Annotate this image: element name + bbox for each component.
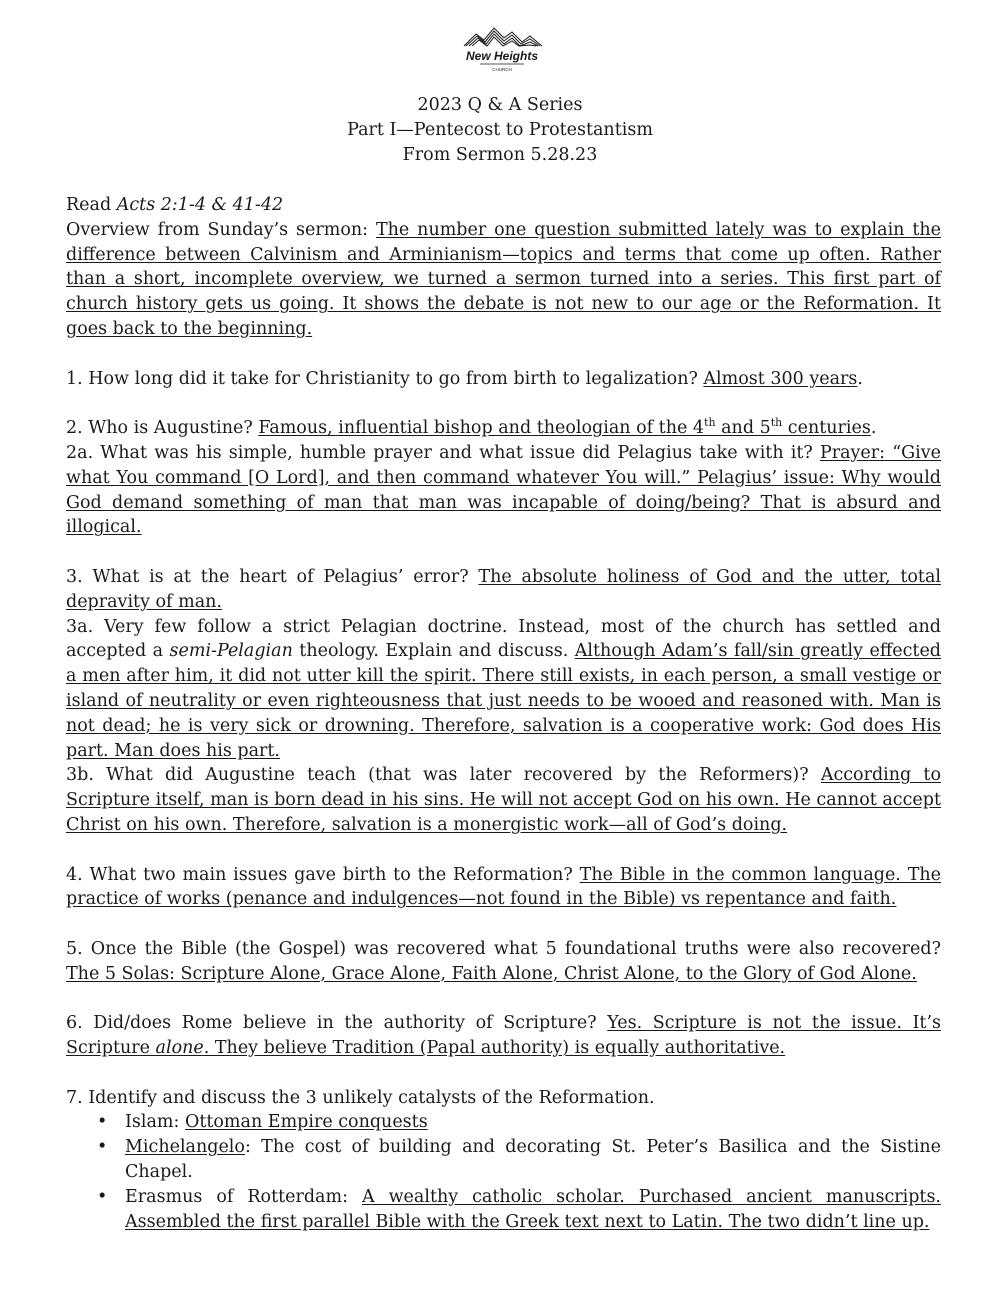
question-1: 1. How long did it take for Christianity to go from birth to legalization? Almost 300 years. — [66, 368, 863, 389]
question-5 — [66, 937, 941, 987]
document-body — [66, 193, 941, 1234]
part-title: Part I—Pentecost to Protestantism — [347, 119, 653, 140]
question-2: 2. Who is Augustine? Famous, influential bishop and theologian of the 4th and 5th centuries. — [66, 416, 877, 439]
overview — [66, 218, 941, 342]
question-3 — [66, 565, 941, 615]
question-6 — [66, 1011, 941, 1061]
mountain-icon — [464, 28, 542, 46]
question-7 — [66, 1086, 941, 1111]
scripture-reading: Read Acts 2:1-4 & 41-42 — [66, 195, 284, 215]
answer-text: A wealthy catholic scholar. Purchased ancient manuscripts. Assembled the first parallel Bible with the Greek text next to Latin. The two didn’t line up. — [125, 1186, 941, 1232]
question-text: 6. Did/does Rome believe in the authority of Scripture? — [66, 1013, 608, 1034]
document-header — [0, 93, 1000, 167]
church-logo — [454, 24, 550, 74]
answer-text: Although Adam’s fall/sin greatly effected a men after him, it did not utter kill the spirit. There still exists, in each person, a small vestige or island of neutrality or even righteousness that just needs to be wooed and reasoned with. Man is not dead; he is very sick or drowning. Therefore, salvation is a cooperative work: God does His part. Man does his part. — [66, 641, 942, 761]
series-title: 2023 Q & A Series — [417, 95, 583, 115]
question-text: 1. How long did it take for Christianity to go from birth to legalization? — [66, 368, 704, 389]
question-text: 3b. What did Augustine teach (that was later recovered by the Reformers)? — [66, 765, 821, 786]
answer-text: The absolute holiness of God and the utter, total depravity of man. — [66, 566, 941, 612]
answer-text: Yes. Scripture is not the issue. It’s Scripture alone. They believe Tradition (Papal authority) is equally authoritative. — [66, 1013, 941, 1059]
question-3a: 3a. Very few follow a strict Pelagian doctrine. Instead, most of the church has settled and accepted a semi-Pelagian theology. Explain and discuss. Although Adam’s fall/sin greatly effected a men after him, it did not utter kill the spirit. There still exists, in each person, a small vestige or island of neutrality or even righteousness that just needs to be wooed and reasoned with. Man is not dead; he is very sick or drowning. Therefore, salvation is a cooperative work: God does His part. Man does his part. — [66, 616, 942, 761]
question-2a — [66, 441, 941, 540]
catalyst-list — [66, 1110, 941, 1234]
logo-text: New Heights — [465, 49, 539, 63]
question-text: 3. What is at the heart of Pelagius’ error? — [66, 566, 479, 587]
question-4 — [66, 863, 941, 913]
list-item: • Islam: Ottoman Empire conquests — [66, 1110, 941, 1135]
question-text: 7. Identify and discuss the 3 unlikely catalysts of the Reformation. — [66, 1087, 655, 1108]
question-text: 4. What two main issues gave birth to the Reformation? — [66, 864, 580, 885]
bullet-icon: • — [97, 1186, 108, 1207]
question-text: 2. Who is Augustine? — [66, 418, 259, 439]
answer-text: The Bible in the common language. The practice of works (penance and indulgences—not found in the Bible) vs repentance and faith. — [66, 864, 941, 910]
question-text: 3a. Very few follow a strict Pelagian doctrine. Instead, most of the church has settled and accepted a — [66, 616, 941, 662]
sermon-date: From Sermon 5.28.23 — [402, 144, 598, 165]
answer-text: According to Scripture itself, man is born dead in his sins. He will not accept God on his own. He cannot accept Christ on his own. Therefore, salvation is a monergistic work—all of God’s doing. — [66, 765, 942, 835]
list-item: • Michelangelo: The cost of building and decorating St. Peter’s Basilica and the Sistine Chapel. — [97, 1137, 941, 1183]
question-text: 2a. What was his simple, humble prayer and what issue did Pelagius take with it? — [66, 442, 820, 463]
answer-text: Famous, influential bishop and theologian of the 4th and 5th centuries — [258, 416, 871, 439]
question-text: 5. Once the Bible (the Gospel) was recovered what 5 foundational truths were also recovered? — [66, 938, 941, 959]
answer-text: The 5 Solas: Scripture Alone, Grace Alone, Faith Alone, Christ Alone, to the Glory of God Alone. — [66, 963, 917, 984]
answer-text: Prayer: “Give what You command [O Lord], and then command whatever You will.” Pelagius’ issue: Why would God demand something of man that man was incapable of doing/being? That is absurd and illogical. — [66, 442, 941, 538]
scripture-reference: Acts 2:1-4 & 41-42 — [116, 195, 284, 215]
list-item: • Erasmus of Rotterdam: A wealthy catholic scholar. Purchased ancient manuscripts. Assembled the first parallel Bible with the Greek text next to Latin. The two didn’t line up. — [97, 1186, 941, 1232]
answer-text: Almost 300 years — [703, 368, 858, 389]
answer-text: Ottoman Empire conquests — [184, 1112, 428, 1133]
bullet-icon: • — [97, 1137, 108, 1158]
bullet-icon: • — [97, 1112, 108, 1133]
logo-subtext: CHURCH — [492, 67, 512, 72]
question-3b — [66, 763, 941, 837]
answer-text: Michelangelo — [125, 1137, 245, 1158]
question-text: Overview from Sunday’s sermon: — [66, 219, 376, 240]
answer-text: The number one question submitted lately was to explain the difference between Calvinism and Arminianism—topics and terms that come up often. Rather than a short, incomplete overview, we turned a sermon turned into a series. This first part of church history gets us going. It shows the debate is not new to our age or the Reformation. It goes back to the beginning. — [66, 219, 942, 339]
